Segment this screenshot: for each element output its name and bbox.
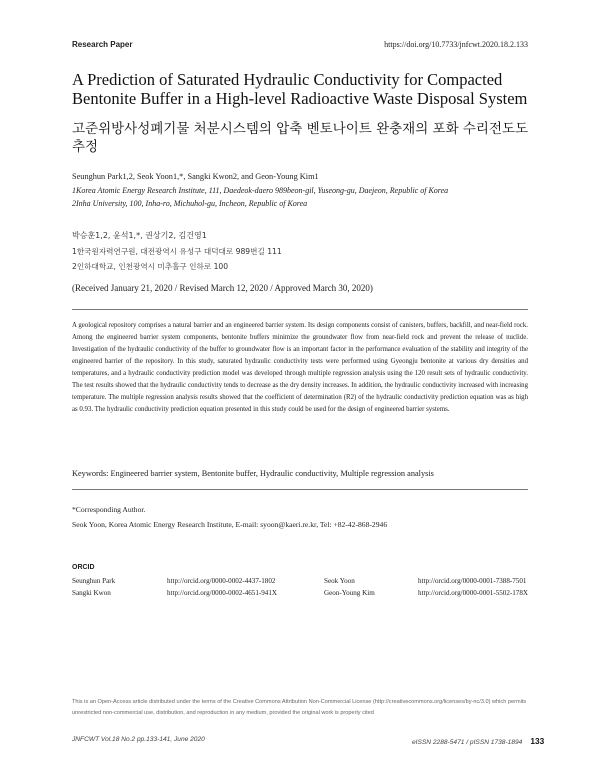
license-notice: This is an Open-Access article distributed under the terms of the Creative Commons Attribution Non-Commercial License (http://creativecommons.org/licenses/by-nc/3.0) which permits unrestricted non-commercial use, distribution, and reproduction in any medium, provided the original work is properly cited (72, 699, 527, 716)
issn: eISSN 2288-5471 / pISSN 1738-1894 (412, 739, 523, 746)
abstract: A geological repository comprises a natural barrier and an engineered barrier system. Its design components consist of canisters, buffers, backfill, and near-field rock. Among the engineered barrier system components, bentonite buffers minimize the groundwater flow from near-field rock and prevent the release of nuclide. Investigation of the hydraulic conductivity of the buffer to groundwater flow is an important factor in the performance evaluation of the stability and integrity of the engineered barrier of the repository. In this study, saturated hydraulic conductivity tests were performed using Gyeongju bentonite at various dry densities and temperatures, and a hydraulic conductivity prediction model was developed through multiple regression analysis using the 120 result sets of hydraulic conductivity. The test results showed that the hydraulic conductivity tends to decrease as the dry density increases. In addition, the hydraulic conductivity increased with increasing temperature. The multiple regression analysis results showed that the coefficient of determination (R2) of the hydraulic conductivity prediction equation was as high as 0.93. The hydraulic conductivity prediction equation presented in this study could be used for the design of engineered barrier systems. (72, 322, 528, 413)
author-list-korean: 박승훈1,2, 윤석1,*, 권상기2, 김건영1 (72, 231, 207, 240)
divider-top (72, 309, 528, 310)
corresponding-author-contact: Seok Yoon, Korea Atomic Energy Research Institute, E-mail: syoon@kaeri.re.kr, Tel: +82-42-868-2946 (72, 520, 388, 529)
paper-title: A Prediction of Saturated Hydraulic Conductivity for Compacted Bentonite Buffer in a High-level Radioactive Waste Disposal System (72, 70, 528, 108)
orcid-name: Geon-Young Kim (324, 589, 375, 597)
corresponding-author-label: *Corresponding Author. (72, 505, 146, 514)
orcid-name: Seok Yoon (324, 577, 355, 585)
divider-bottom (72, 489, 528, 490)
affiliation-2: 2Inha University, 100, Inha-ro, Michuhol-gu, Incheon, Republic of Korea (72, 199, 308, 208)
orcid-link[interactable]: http://orcid.org/0000-0002-4651-941X (167, 589, 278, 597)
affiliation-1: 1Korea Atomic Energy Research Institute, 111, Daedeok-daero 989beon-gil, Yuseong-gu, Daejeon, Republic of Korea (72, 186, 449, 195)
author-list: Seunghun Park1,2, Seok Yoon1,*, Sangki Kwon2, and Geon-Young Kim1 (72, 172, 319, 181)
paper-title-korean: 고준위방사성폐기물 처분시스템의 압축 벤토나이트 완충재의 포화 수리전도도 추정 (72, 121, 529, 155)
orcid-link[interactable]: http://orcid.org/0000-0001-7388-7501 (418, 577, 527, 585)
affiliation-1-korean: 1한국원자력연구원, 대전광역시 유성구 대덕대로 989번길 111 (72, 247, 282, 256)
issn-line (412, 736, 544, 746)
journal-citation: JNFCWT Vol.18 No.2 pp.133-141, June 2020 (72, 736, 205, 743)
page-number: 133 (530, 736, 545, 746)
keywords: Keywords: Engineered barrier system, Bentonite buffer, Hydraulic conductivity, Multiple regression analysis (72, 469, 434, 478)
orcid-name: Seunghun Park (72, 577, 116, 585)
doi-link[interactable]: https://doi.org/10.7733/jnfcwt.2020.18.2.133 (384, 40, 528, 49)
section-label: Research Paper (72, 40, 133, 49)
received-dates: (Received January 21, 2020 / Revised March 12, 2020 / Approved March 30, 2020) (72, 283, 373, 293)
orcid-heading: ORCID (72, 564, 95, 571)
orcid-link[interactable]: http://orcid.org/0000-0001-5502-178X (418, 589, 529, 597)
orcid-name: Sangki Kwon (72, 589, 111, 597)
orcid-link[interactable]: http://orcid.org/0000-0002-4437-1802 (167, 577, 276, 585)
affiliation-2-korean: 2인하대학교, 인천광역시 미추홀구 인하로 100 (72, 262, 229, 271)
